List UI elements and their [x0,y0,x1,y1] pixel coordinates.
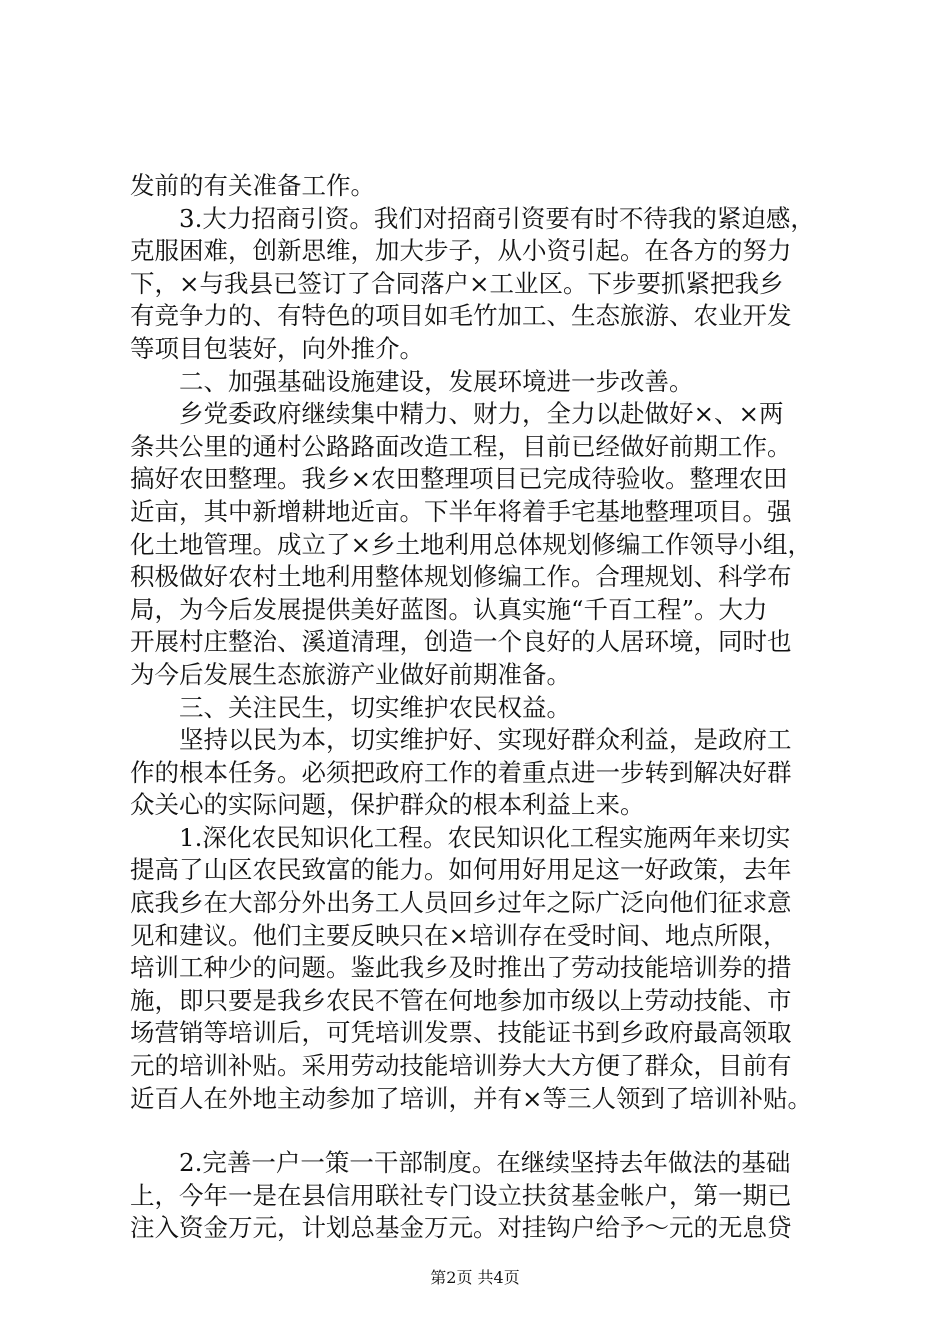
text-line: 为今后发展生态旅游产业做好前期准备。 [130,659,571,689]
text-line: 条共公里的通村公路路面改造工程，目前已经做好前期工作。 [130,431,792,461]
text-line: 上，今年一是在县信用联社专门设立扶贫基金帐户，第一期已 [130,1180,792,1210]
text-line: 等项目包装好，向外推介。 [130,333,424,363]
section-heading-3: 三、关注民生，切实维护农民权益。 [130,692,571,722]
text-line: 坚持以民为本，切实维护好、实现好群众利益，是政府工 [130,725,792,755]
text-line: 注入资金万元，计划总基金万元。对挂钩户给予～元的无息贷 [130,1213,792,1243]
text-line: 下，×与我县已签订了合同落户×工业区。下步要抓紧把我乡 [130,268,784,298]
text-line: 搞好农田整理。我乡×农田整理项目已完成待验收。整理农田 [130,464,788,494]
text-line: 近百人在外地主动参加了培训，并有×等三人领到了培训补贴。 [130,1083,813,1113]
text-line: 化土地管理。成立了×乡土地利用总体规划修编工作领导小组， [130,529,813,559]
text-line: 培训工种少的问题。鉴此我乡及时推出了劳动技能培训券的措 [130,953,792,983]
text-line: 提高了山区农民致富的能力。如何用好用足这一好政策，去年 [130,855,792,885]
text-line: 场营销等培训后，可凭培训发票、技能证书到乡政府最高领取 [130,1018,792,1048]
text-line: 施，即只要是我乡农民不管在何地参加市级以上劳动技能、市 [130,985,792,1015]
text-line: 近亩，其中新增耕地近亩。下半年将着手宅基地整理项目。强 [130,496,792,526]
text-line: 2.完善一户一策一干部制度。在继续坚持去年做法的基础 [130,1148,791,1178]
text-line: 3.大力招商引资。我们对招商引资要有时不待我的紧迫感， [130,203,815,233]
text-line: 积极做好农村土地利用整体规划修编工作。合理规划、科学布 [130,562,792,592]
document-body [130,170,830,1245]
text-line: 底我乡在大部分外出务工人员回乡过年之际广泛向他们征求意 [130,888,792,918]
text-line: 1.深化农民知识化工程。农民知识化工程实施两年来切实 [130,822,791,852]
page-footer [0,1268,950,1288]
text-line: 元的培训补贴。采用劳动技能培训券大大方便了群众，目前有 [130,1051,792,1081]
body-text-block [130,1147,830,1245]
text-line: 局，为今后发展提供美好蓝图。认真实施“千百工程”。大力 [130,594,768,624]
text-line: 作的根本任务。必须把政府工作的着重点进一步转到解决好群 [130,757,792,787]
section-heading-2: 二、加强基础设施建设，发展环境进一步改善。 [130,366,694,396]
body-text-block [130,170,830,1115]
text-line: 乡党委政府继续集中精力、财力，全力以赴做好×、×两 [130,399,784,429]
text-line: 见和建议。他们主要反映只在×培训存在受时间、地点所限， [130,920,788,950]
text-line: 众关心的实际问题，保护群众的根本利益上来。 [130,790,645,820]
paragraph-gap [130,1115,830,1147]
text-line: 发前的有关准备工作。 [130,171,375,200]
page-number-label: 第2页 共4页 [430,1268,520,1287]
text-line: 有竞争力的、有特色的项目如毛竹加工、生态旅游、农业开发 [130,301,792,331]
text-line: 克服困难，创新思维，加大步子，从小资引起。在各方的努力 [130,236,792,266]
text-line: 开展村庄整治、溪道清理，创造一个良好的人居环境，同时也 [130,627,792,657]
